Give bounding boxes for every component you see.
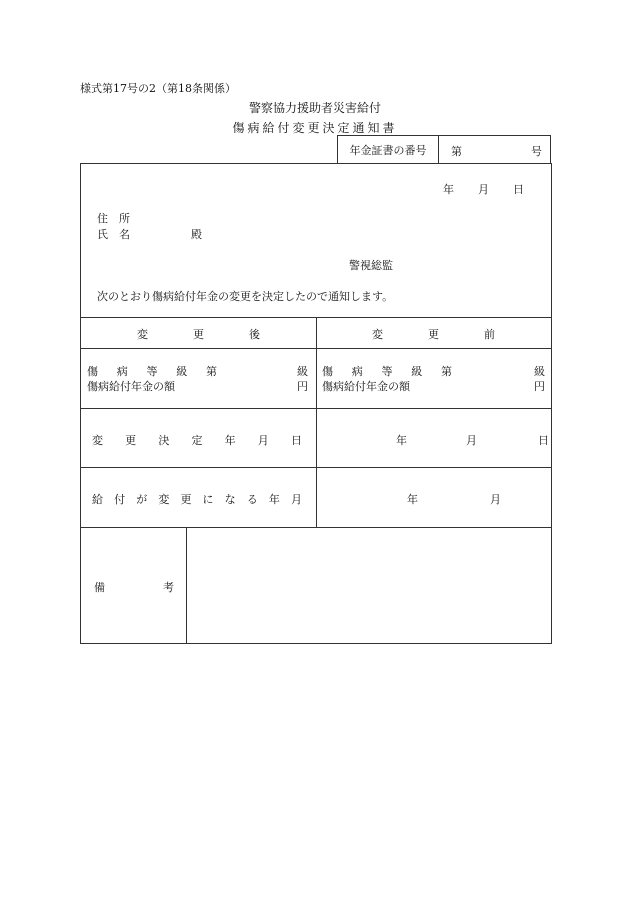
certificate-number-prefix: 第 [451, 145, 462, 158]
certificate-number-field[interactable] [439, 136, 550, 163]
issuer-label: 警視総監 [349, 259, 393, 272]
remarks-field[interactable] [187, 528, 551, 643]
column-divider [316, 317, 317, 527]
grade-suffix-before: 級 [534, 365, 545, 378]
certificate-number-suffix: 号 [531, 145, 542, 158]
amount-unit-after: 円 [297, 380, 308, 393]
header-before-change: 変 更 前 [372, 328, 495, 341]
certificate-number-box [337, 135, 551, 163]
honorific-label: 殿 [191, 228, 202, 241]
notice-body-text: 次のとおり傷病給付年金の変更を決定したので通知します。 [97, 290, 394, 303]
decision-date-day: 日 [538, 434, 549, 447]
amount-label-after: 傷病給付年金の額 [87, 380, 175, 393]
amount-label-before: 傷病給付年金の額 [322, 380, 410, 393]
name-label: 氏 名 [97, 228, 130, 241]
notice-date-month: 月 [478, 183, 489, 196]
remarks-label: 備 考 [94, 581, 174, 594]
header-after-change: 変 更 後 [137, 328, 260, 341]
change-month-year: 年 [407, 493, 418, 506]
certificate-number-label: 年金証書の番号 [338, 136, 439, 163]
change-month-month: 月 [490, 493, 501, 506]
decision-date-year: 年 [396, 434, 407, 447]
grade-label-before: 傷 病 等 級 第 [322, 365, 452, 378]
address-label: 住 所 [97, 212, 130, 225]
notice-date-day: 日 [513, 183, 524, 196]
notice-form-table [80, 163, 552, 644]
notice-date-year: 年 [443, 183, 454, 196]
form-title-line1: 警察協力援助者災害給付 [248, 101, 381, 115]
grade-label-after: 傷 病 等 級 第 [87, 365, 217, 378]
change-month-label: 給 付 が 変 更 に な る 年 月 [92, 493, 302, 506]
decision-date-label: 変 更 決 定 年 月 日 [92, 434, 302, 447]
amount-unit-before: 円 [534, 380, 545, 393]
form-title-line2: 傷病給付変更決定通知書 [232, 121, 398, 135]
grade-suffix-after: 級 [297, 365, 308, 378]
decision-date-month: 月 [466, 434, 477, 447]
form-number-label: 様式第17号の2（第18条関係） [80, 82, 236, 95]
